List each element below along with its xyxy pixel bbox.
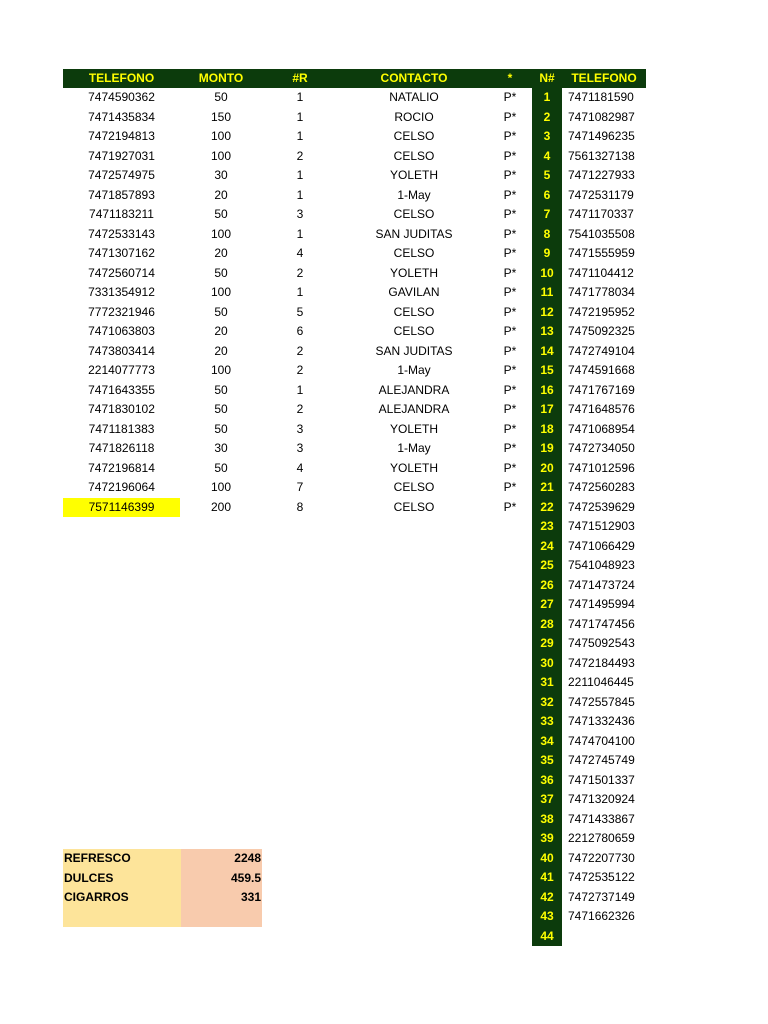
totals-label[interactable]: CIGARROS: [64, 890, 129, 904]
cell-telefono[interactable]: 7472194813: [88, 129, 155, 143]
cell-telefono[interactable]: 7472196064: [88, 480, 155, 494]
cell-contacto[interactable]: ALEJANDRA: [378, 402, 450, 416]
cell-monto[interactable]: 30: [214, 168, 228, 182]
cell-contacto[interactable]: CELSO: [393, 129, 435, 143]
cell-monto[interactable]: 100: [210, 363, 232, 377]
row-number[interactable]: 1: [543, 90, 551, 104]
cell-telefono[interactable]: 7472196814: [88, 460, 155, 475]
cell-telefono-right[interactable]: 7471433867: [568, 811, 635, 826]
cell-r[interactable]: 3: [296, 421, 304, 436]
cell-telefono-right[interactable]: 7471778034: [568, 285, 635, 299]
cell-telefono[interactable]: 2214077773: [88, 363, 155, 377]
cell-contacto[interactable]: SAN JUDITAS: [375, 226, 453, 241]
cell-telefono[interactable]: 7772321946: [88, 304, 155, 319]
row-number[interactable]: 29: [540, 636, 554, 650]
cell-telefono-right[interactable]: 7472745749: [568, 753, 635, 767]
list-item: [532, 595, 646, 615]
list-item: [532, 244, 646, 264]
left-table-header: [63, 69, 553, 88]
cell-monto[interactable]: 100: [210, 226, 232, 241]
row-number[interactable]: 38: [540, 811, 554, 826]
cell-contacto[interactable]: 1-May: [397, 441, 431, 455]
row-number[interactable]: 18: [540, 421, 554, 436]
cell-monto[interactable]: 200: [210, 499, 232, 514]
cell-p[interactable]: P*: [503, 499, 517, 514]
list-item: [532, 654, 646, 674]
list-item: [532, 127, 646, 147]
totals-value[interactable]: 331: [240, 890, 261, 904]
cell-telefono-right[interactable]: 7541048923: [568, 558, 635, 572]
cell-telefono-right[interactable]: 7472207730: [568, 850, 635, 865]
cell-contacto[interactable]: CELSO: [393, 499, 435, 514]
row-number[interactable]: 19: [540, 441, 554, 455]
row-number[interactable]: 23: [540, 519, 554, 533]
cell-r[interactable]: 8: [296, 499, 304, 514]
totals-row: [63, 888, 262, 908]
cell-r[interactable]: 7: [296, 480, 304, 494]
list-item: [532, 732, 646, 752]
cell-monto[interactable]: 100: [210, 129, 232, 143]
table-row: [63, 478, 553, 498]
row-number[interactable]: 22: [540, 499, 554, 514]
row-number[interactable]: 11: [540, 285, 554, 299]
cell-telefono-right[interactable]: 7472734050: [568, 441, 635, 455]
cell-telefono-right[interactable]: 7471555959: [568, 246, 635, 260]
cell-p[interactable]: P*: [503, 148, 517, 163]
cell-telefono-right[interactable]: 7472531179: [568, 187, 634, 202]
cell-r[interactable]: 2: [296, 402, 304, 416]
row-number[interactable]: 15: [540, 363, 554, 377]
list-item: [532, 205, 646, 225]
cell-p[interactable]: P*: [503, 460, 517, 475]
row-number[interactable]: 31: [540, 675, 554, 689]
list-item: [532, 868, 646, 888]
list-item: [532, 634, 646, 654]
cell-monto[interactable]: 100: [210, 148, 232, 163]
list-item: [532, 283, 646, 303]
row-number[interactable]: 10: [540, 265, 554, 280]
row-number[interactable]: 30: [540, 655, 554, 670]
cell-telefono[interactable]: 7571146399: [63, 498, 180, 518]
list-item: [532, 264, 646, 284]
list-item: [532, 517, 646, 537]
table-row: [63, 283, 553, 303]
table-row: [63, 303, 553, 323]
cell-telefono-right[interactable]: 7471082987: [568, 109, 635, 124]
list-item: [532, 829, 646, 849]
cell-telefono[interactable]: 7471307162: [88, 246, 155, 260]
header-monto: MONTO: [198, 71, 244, 85]
table-row: [63, 147, 553, 167]
cell-r[interactable]: 2: [296, 265, 304, 280]
list-item: [532, 888, 646, 908]
cell-r[interactable]: 4: [296, 460, 304, 475]
row-number[interactable]: 16: [540, 382, 554, 397]
cell-telefono-right[interactable]: 7471747456: [568, 616, 635, 631]
cell-telefono-right[interactable]: 7472737149: [568, 889, 635, 904]
list-item: [532, 420, 646, 440]
cell-telefono-right[interactable]: 7471512903: [568, 519, 635, 533]
table-row: [63, 88, 553, 108]
row-number[interactable]: 5: [543, 168, 551, 182]
cell-p[interactable]: P*: [503, 187, 517, 202]
cell-monto[interactable]: 150: [210, 109, 232, 124]
list-item: [532, 459, 646, 479]
list-item: [532, 225, 646, 245]
cell-contacto[interactable]: 1-May: [397, 187, 431, 202]
cell-monto[interactable]: 20: [214, 343, 228, 358]
header-contacto: CONTACTO: [380, 71, 448, 85]
cell-contacto[interactable]: CELSO: [393, 480, 435, 494]
row-number[interactable]: 37: [540, 792, 554, 806]
list-item: [532, 108, 646, 128]
cell-monto[interactable]: 50: [214, 207, 228, 221]
cell-r[interactable]: 1: [296, 382, 304, 397]
cell-monto[interactable]: 20: [214, 324, 228, 338]
cell-telefono-right[interactable]: 7561327138: [568, 148, 635, 163]
list-item: [532, 498, 646, 518]
cell-telefono[interactable]: 7473803414: [88, 343, 155, 358]
cell-monto[interactable]: 30: [214, 441, 228, 455]
table-row: [63, 322, 553, 342]
cell-monto[interactable]: 20: [214, 246, 228, 260]
cell-telefono[interactable]: 7472560714: [88, 265, 155, 280]
totals-row: [63, 869, 262, 889]
cell-p[interactable]: P*: [503, 90, 517, 104]
cell-p[interactable]: P*: [503, 343, 517, 358]
table-row: [63, 244, 553, 264]
cell-r[interactable]: 4: [296, 246, 304, 260]
list-item: [532, 478, 646, 498]
row-number[interactable]: 35: [540, 753, 554, 767]
cell-r[interactable]: 2: [296, 343, 304, 358]
cell-contacto[interactable]: NATALIO: [389, 90, 439, 104]
row-number[interactable]: 12: [540, 304, 554, 319]
row-number[interactable]: 28: [540, 616, 554, 631]
cell-p[interactable]: P*: [503, 324, 517, 338]
table-row: [63, 108, 553, 128]
cell-p[interactable]: P*: [503, 304, 517, 319]
cell-r[interactable]: 2: [296, 363, 304, 377]
table-row: [63, 361, 553, 381]
cell-telefono[interactable]: 7474590362: [88, 90, 155, 104]
cell-p[interactable]: P*: [503, 285, 517, 299]
cell-telefono[interactable]: 7472533143: [88, 226, 155, 241]
cell-telefono-right[interactable]: 7472560283: [568, 480, 635, 494]
cell-r[interactable]: 1: [296, 168, 304, 182]
cell-monto[interactable]: 50: [214, 304, 228, 319]
cell-telefono[interactable]: 7471435834: [88, 109, 155, 124]
row-number[interactable]: 13: [540, 324, 554, 338]
totals-block: [63, 849, 262, 927]
row-number[interactable]: 3: [543, 129, 551, 143]
totals-label[interactable]: DULCES: [64, 870, 114, 885]
list-item: [532, 751, 646, 771]
cell-telefono[interactable]: 7472574975: [88, 168, 155, 182]
cell-telefono-right[interactable]: 7471012596: [568, 460, 635, 475]
row-number[interactable]: 41: [540, 870, 554, 884]
cell-telefono[interactable]: 7471826118: [88, 441, 155, 455]
row-number[interactable]: 44: [540, 928, 554, 943]
header-telefono-2: TELEFONO: [571, 71, 637, 85]
cell-telefono-right[interactable]: 7472749104: [568, 343, 635, 358]
left-table-body: [63, 88, 553, 517]
cell-telefono-right[interactable]: 7472195952: [568, 304, 635, 319]
list-item: [532, 615, 646, 635]
row-number[interactable]: 33: [540, 714, 554, 728]
cell-contacto[interactable]: 1-May: [397, 363, 431, 377]
row-number[interactable]: 25: [540, 558, 554, 572]
cell-contacto[interactable]: YOLETH: [389, 265, 438, 280]
row-number[interactable]: 2: [543, 109, 551, 124]
cell-telefono-right[interactable]: 7471501337: [568, 772, 635, 787]
row-number[interactable]: 14: [540, 343, 554, 358]
cell-monto[interactable]: 100: [210, 285, 232, 299]
cell-contacto[interactable]: YOLETH: [389, 460, 438, 475]
list-item: [532, 537, 646, 557]
list-item: [532, 790, 646, 810]
row-number[interactable]: 27: [540, 597, 554, 611]
cell-monto[interactable]: 20: [214, 187, 228, 202]
row-number[interactable]: 6: [543, 187, 551, 202]
cell-p[interactable]: P*: [503, 129, 517, 143]
cell-contacto[interactable]: SAN JUDITAS: [375, 343, 453, 358]
cell-r[interactable]: 3: [296, 441, 304, 455]
row-number[interactable]: 8: [543, 226, 551, 241]
table-row: [63, 186, 553, 206]
list-item: [532, 849, 646, 869]
cell-p[interactable]: P*: [503, 265, 517, 280]
cell-monto[interactable]: 50: [214, 265, 228, 280]
cell-r[interactable]: 1: [296, 226, 304, 241]
list-item: [532, 361, 646, 381]
cell-r[interactable]: 5: [296, 304, 304, 319]
cell-telefono[interactable]: 7471830102: [88, 402, 155, 416]
cell-p[interactable]: P*: [503, 382, 517, 397]
cell-r[interactable]: 1: [296, 90, 304, 104]
table-row: [63, 420, 553, 440]
row-number[interactable]: 24: [540, 538, 554, 553]
totals-value[interactable]: 459.5: [230, 870, 261, 885]
cell-telefono-right[interactable]: 2212780659: [568, 831, 635, 845]
row-number[interactable]: 43: [540, 909, 554, 923]
cell-r[interactable]: 1: [296, 187, 304, 202]
cell-telefono[interactable]: 7471857893: [88, 187, 155, 202]
header-r: #R: [292, 71, 308, 85]
cell-telefono-right[interactable]: 7471068954: [568, 421, 635, 436]
cell-telefono-right[interactable]: 7471496235: [568, 129, 635, 143]
cell-telefono-right[interactable]: 7471473724: [568, 577, 635, 592]
table-row: [63, 205, 553, 225]
row-number[interactable]: 34: [540, 733, 554, 748]
cell-telefono[interactable]: 7331354912: [88, 285, 155, 299]
list-item: [532, 810, 646, 830]
list-item: [532, 556, 646, 576]
cell-monto[interactable]: 100: [210, 480, 232, 494]
cell-telefono-right[interactable]: 7471648576: [568, 402, 635, 416]
list-item: [532, 322, 646, 342]
row-number[interactable]: 26: [540, 577, 554, 592]
cell-telefono-right[interactable]: 7471227933: [568, 168, 635, 182]
cell-r[interactable]: 2: [296, 148, 304, 163]
table-row: [63, 127, 553, 147]
cell-telefono-right[interactable]: 7472535122: [568, 870, 635, 884]
cell-r[interactable]: 1: [296, 285, 304, 299]
totals-label[interactable]: REFRESCO: [64, 851, 131, 865]
cell-contacto[interactable]: CELSO: [393, 207, 435, 221]
cell-p[interactable]: P*: [503, 226, 517, 241]
cell-telefono[interactable]: 7471063803: [88, 324, 155, 338]
cell-p[interactable]: P*: [503, 480, 517, 494]
header-n: N#: [539, 71, 555, 85]
header-star: *: [507, 71, 513, 85]
cell-telefono-right[interactable]: 7475092325: [568, 324, 635, 338]
list-item: [532, 381, 646, 401]
list-item: [532, 907, 646, 927]
cell-contacto[interactable]: YOLETH: [389, 168, 438, 182]
cell-monto[interactable]: 50: [214, 382, 228, 397]
cell-p[interactable]: P*: [503, 207, 517, 221]
cell-telefono-right[interactable]: 7471662326: [568, 909, 635, 923]
totals-value[interactable]: 2248: [234, 851, 261, 865]
row-number[interactable]: 42: [540, 889, 554, 904]
cell-contacto[interactable]: ROCIO: [394, 109, 434, 124]
cell-contacto[interactable]: GAVILAN: [388, 285, 440, 299]
cell-telefono-right[interactable]: 7471181590: [568, 90, 634, 104]
table-row: [63, 264, 553, 284]
cell-monto[interactable]: 50: [214, 402, 228, 416]
cell-telefono-right[interactable]: 7471170337: [568, 207, 634, 221]
cell-contacto[interactable]: CELSO: [393, 324, 435, 338]
row-number[interactable]: 17: [540, 402, 554, 416]
cell-telefono[interactable]: 7471927031: [88, 148, 155, 163]
list-item: [532, 693, 646, 713]
cell-r[interactable]: 3: [296, 207, 304, 221]
list-item: [532, 927, 646, 947]
row-number[interactable]: 7: [543, 207, 551, 221]
cell-telefono-right[interactable]: 7471767169: [568, 382, 635, 397]
row-number[interactable]: 32: [540, 694, 554, 709]
header-telefono: TELEFONO: [88, 71, 155, 85]
cell-telefono[interactable]: 7471183211: [89, 207, 154, 221]
table-row: [63, 439, 553, 459]
list-item: [532, 186, 646, 206]
table-row: [63, 459, 553, 479]
totals-row: [63, 849, 262, 869]
list-item: [532, 712, 646, 732]
row-number[interactable]: 21: [540, 480, 554, 494]
cell-telefono-right[interactable]: 7471104412: [568, 265, 634, 280]
cell-r[interactable]: 1: [296, 109, 304, 124]
cell-telefono-right[interactable]: 7475092543: [568, 636, 635, 650]
cell-p[interactable]: P*: [503, 421, 517, 436]
cell-p[interactable]: P*: [503, 168, 517, 182]
cell-monto[interactable]: 50: [214, 90, 228, 104]
cell-telefono-right[interactable]: 7471066429: [568, 538, 635, 553]
cell-r[interactable]: 1: [296, 129, 304, 143]
cell-p[interactable]: P*: [503, 109, 517, 124]
cell-telefono-right[interactable]: 7471332436: [568, 714, 635, 728]
list-item: [532, 439, 646, 459]
cell-contacto[interactable]: YOLETH: [389, 421, 438, 436]
cell-telefono-right[interactable]: 7472184493: [568, 655, 635, 670]
table-row: [63, 498, 553, 518]
cell-telefono[interactable]: 7471643355: [88, 382, 155, 397]
cell-r[interactable]: 6: [296, 324, 304, 338]
row-number[interactable]: 36: [540, 772, 554, 787]
row-number[interactable]: 9: [543, 246, 551, 260]
cell-telefono-right[interactable]: 7471495994: [568, 597, 635, 611]
cell-telefono-right[interactable]: 7471320924: [568, 792, 635, 806]
list-item: [532, 673, 646, 693]
list-item: [532, 166, 646, 186]
cell-telefono-right[interactable]: 7541035508: [568, 226, 635, 241]
row-number[interactable]: 39: [540, 831, 554, 845]
cell-telefono-right[interactable]: 7474591668: [568, 363, 635, 377]
cell-p[interactable]: P*: [503, 363, 517, 377]
cell-p[interactable]: P*: [503, 246, 517, 260]
cell-monto[interactable]: 50: [214, 421, 228, 436]
list-item: [532, 147, 646, 167]
cell-contacto[interactable]: ALEJANDRA: [378, 382, 450, 397]
row-number[interactable]: 4: [543, 148, 551, 163]
list-item: [532, 400, 646, 420]
list-item: [532, 771, 646, 791]
row-number[interactable]: 20: [540, 460, 554, 475]
table-row: [63, 381, 553, 401]
cell-telefono-right[interactable]: 7472539629: [568, 499, 635, 514]
list-item: [532, 303, 646, 323]
cell-monto[interactable]: 50: [214, 460, 228, 475]
list-item: [532, 342, 646, 362]
right-table-body: [532, 88, 646, 946]
cell-telefono[interactable]: 7471181383: [88, 421, 155, 436]
cell-p[interactable]: P*: [503, 402, 517, 416]
cell-p[interactable]: P*: [503, 441, 517, 455]
row-number[interactable]: 40: [540, 850, 554, 865]
cell-contacto[interactable]: CELSO: [393, 304, 435, 319]
cell-telefono-right[interactable]: 7474704100: [568, 733, 635, 748]
list-item: [532, 88, 646, 108]
table-row: [63, 400, 553, 420]
cell-contacto[interactable]: CELSO: [393, 246, 435, 260]
cell-telefono-right[interactable]: 2211046445: [568, 675, 634, 689]
cell-contacto[interactable]: CELSO: [393, 148, 435, 163]
table-row: [63, 166, 553, 186]
right-table-header: [532, 69, 646, 88]
cell-telefono-right[interactable]: 7472557845: [568, 694, 635, 709]
table-row: [63, 342, 553, 362]
table-row: [63, 225, 553, 245]
list-item: [532, 576, 646, 596]
